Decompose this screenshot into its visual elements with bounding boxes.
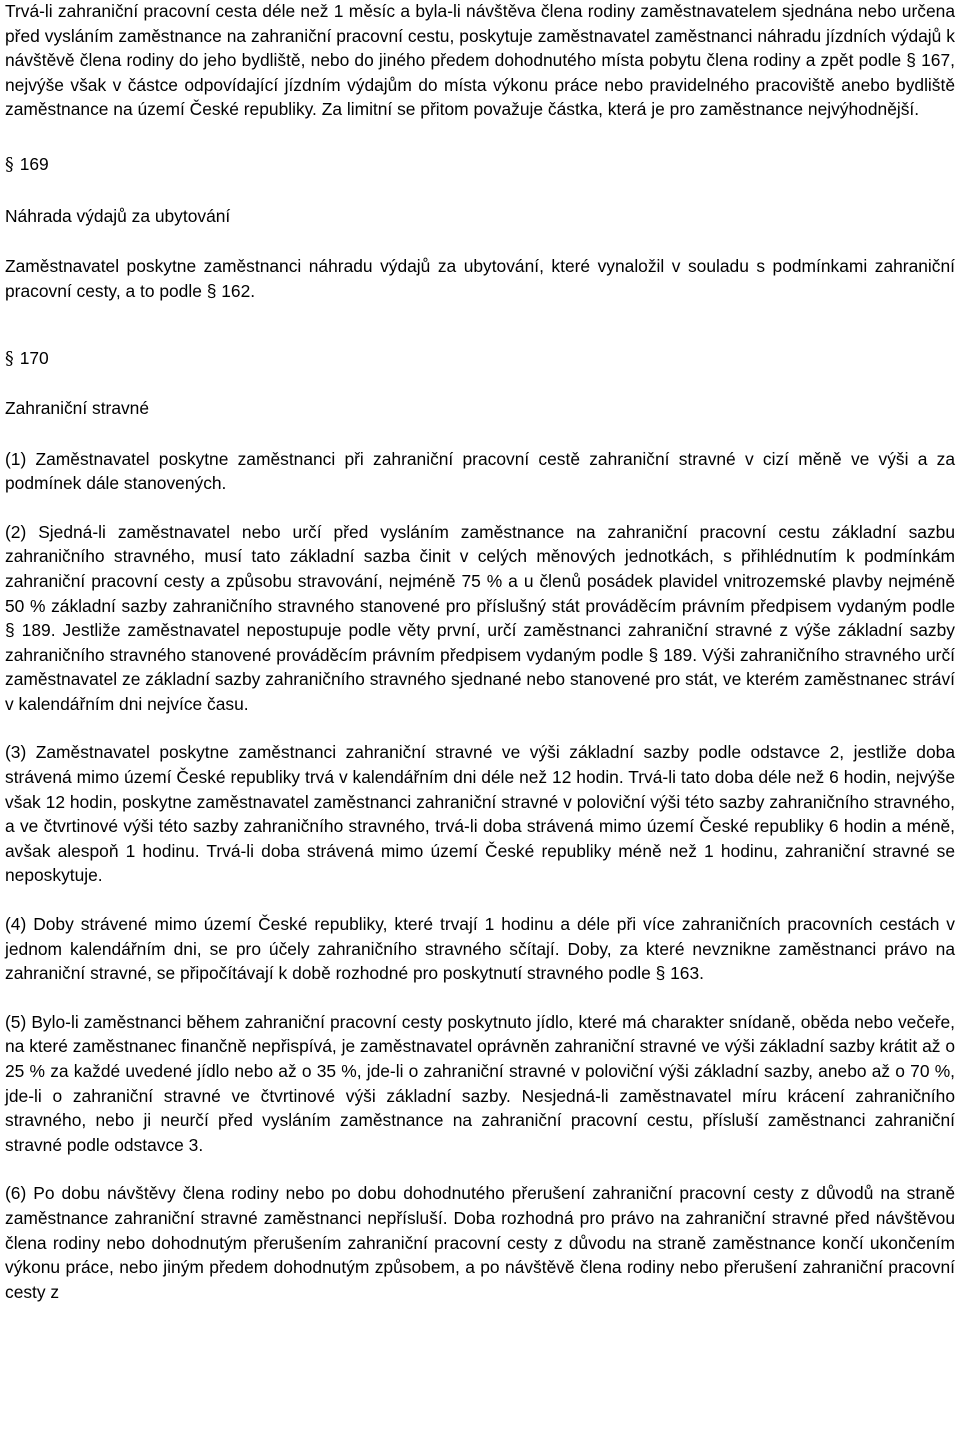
- section-170-paragraph-3: (3) Zaměstnavatel poskytne zaměstnanci zahraniční stravné ve výši základní sazby podle odstavce 2, jestliže doba strávená mimo území České republiky trvá v kalendářním dni déle než 12 hodin. Trvá-li tato doba déle než 6 hodin, nejvýše však 12 hodin, poskytne zaměstnavatel zaměstnanci zahraniční stravné v poloviční výši této sazby zahraničního stravného, a ve čtvrtinové výši této sazby zahraničního stravného, trvá-li doba strávená mimo území České republiky 6 hodin a méně, avšak alespoň 1 hodinu. Trvá-li doba strávená mimo území České republiky méně než 1 hodinu, zahraniční stravné se neposkytuje.: [5, 742, 955, 886]
- section-170-heading: [5, 346, 955, 372]
- section-170-title: Zahraniční stravné: [5, 397, 150, 418]
- section-169-title: Náhrada výdajů za ubytování: [5, 205, 231, 226]
- section-170-paragraph-5: (5) Bylo-li zaměstnanci během zahraniční pracovní cesty poskytnuto jídlo, které má charakter snídaně, oběda nebo večeře, na které zaměstnanec finančně nepřispívá, je zaměstnavatel oprávněn zahraniční stravné ve výši základní sazby krátit až o 25 % za každé uvedené jídlo nebo až o 35 %, jde-li o zahraniční stravné v poloviční výši základní sazby, anebo až o 70 %, jde-li o zahraniční stravné ve čtvrtinové výši základní sazby. Nesjedná-li zaměstnavatel míru krácení zahraničního stravného, nebo ji neurčí před vysláním zaměstnance na zahraniční pracovní cestu, přísluší zaměstnanci zahraniční stravné podle odstavce 3.: [5, 1011, 955, 1155]
- section-169-heading: [5, 152, 955, 178]
- section-170-number: 170: [19, 348, 49, 369]
- section-169-paragraph: Zaměstnavatel poskytne zaměstnanci náhradu výdajů za ubytování, které vynaložil v souladu s podmínkami zahraniční pracovní cesty, a to podle § 162.: [5, 256, 955, 301]
- section-170-paragraph-2: (2) Sjedná-li zaměstnavatel nebo určí před vysláním zaměstnance na zahraniční pracovní cestu základní sazbu zahraničního stravného, musí tato základní sazba činit v celých měnových jednotkách, s přihlédnutím k podmínkám zahraniční pracovní cesty a způsobu stravování, nejméně 75 % a u členů posádek plavidel vnitrozemské plavby nejméně 50 % základní sazby zahraničního stravného stanovené pro příslušný stát prováděcím právním předpisem vydaným podle § 189. Jestliže zaměstnavatel nepostupuje podle věty první, určí zaměstnanci zahraniční stravné z výše základní sazby zahraničního stravného stanovené prováděcím právním předpisem vydaným podle § 189. Výši zahraničního stravného určí zaměstnavatel ze základní sazby zahraničního stravného sjednané nebo stanovené pro stát, ve kterém zaměstnanec stráví v kalendářním dni nejvíce času.: [5, 521, 955, 714]
- section-170-paragraph-6: (6) Po dobu návštěvy člena rodiny nebo po dobu dohodnutého přerušení zahraniční pracovní cesty z důvodů na straně zaměstnance zahraniční stravné zaměstnanci nepřísluší. Doba rozhodná pro právo na zahraniční stravné před návštěvou člena rodiny nebo dohodnutým přerušením zahraniční pracovní cesty z důvodu na straně zaměstnance končí ukončením výkonu práce, nebo jiným předem dohodnutým způsobem, a po návštěvě člena rodiny nebo přerušení zahraniční pracovní cesty z: [5, 1183, 955, 1302]
- section-169-number: 169: [19, 153, 49, 174]
- intro-paragraph: Trvá-li zahraniční pracovní cesta déle než 1 měsíc a byla-li návštěva člena rodiny zaměstnavatelem sjednána nebo určena před vysláním zaměstnance na zahraniční pracovní cestu, poskytuje zaměstnavatel zaměstnanci náhradu jízdních výdajů k návštěvě člena rodiny do jeho bydliště, nebo do jiného předem dohodnutého místa pobytu člena rodiny a zpět podle § 167, nejvýše však v částce odpovídající jízdním výdajům do místa výkonu práce nebo pravidelného pracoviště anebo bydliště zaměstnance na území České republiky. Za limitní se přitom považuje částka, která je pro zaměstnance nejvýhodnější.: [5, 1, 955, 120]
- section-sign: §: [5, 154, 14, 175]
- section-170-paragraph-1: (1) Zaměstnavatel poskytne zaměstnanci při zahraniční pracovní cestě zahraniční stravné v cizí měně ve výši a za podmínek dále stanovených.: [5, 448, 955, 494]
- document-page: [5, 0, 955, 1304]
- section-sign: §: [5, 349, 14, 370]
- section-170-paragraph-4: (4) Doby strávené mimo území České republiky, které trvají 1 hodinu a déle při více zahraničních pracovních cestách v jednom kalendářním dni, se pro účely zahraničního stravného sčítají. Doby, za které nevznikne zaměstnanci právo na zahraniční stravné, se připočítávají k době rozhodné pro poskytnutí stravného podle § 163.: [5, 914, 955, 984]
